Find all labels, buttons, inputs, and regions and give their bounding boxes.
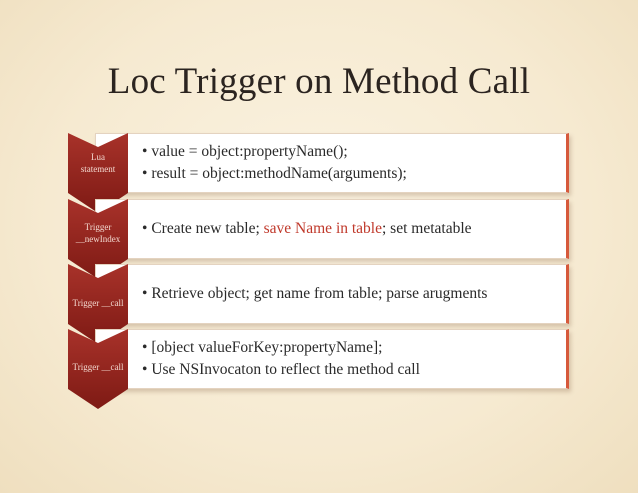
step-1-card	[95, 133, 569, 193]
step-2-label-line-2: __newIndex	[75, 234, 121, 244]
step-4-label-line-1: Trigger __call	[72, 362, 124, 372]
step-4-bullet-2: • Use NSInvocaton to reflect the method call	[142, 359, 558, 381]
step-1-label-line-2: statement	[80, 164, 116, 174]
step-1-text	[142, 134, 558, 192]
step-2-label-line-1: Trigger	[84, 222, 112, 232]
step-2-bullet-1-part-3: ; set metatable	[382, 220, 472, 237]
step-2-label	[68, 199, 128, 259]
step-2-text	[142, 200, 558, 258]
step-3-label-line-1: Trigger __call	[72, 298, 124, 308]
step-3-text	[142, 265, 558, 323]
step-3-label	[68, 264, 128, 324]
process-step-4	[0, 329, 638, 409]
step-1-bullet-2: • result = object:methodName(arguments);	[142, 163, 558, 185]
step-1-label-line-1: Lua	[91, 152, 105, 162]
step-1-label	[68, 133, 128, 193]
step-3-bullet-1: • Retrieve object; get name from table; parse arugments	[142, 283, 558, 305]
step-2-highlight: save Name in table	[263, 220, 382, 237]
step-3-card	[95, 264, 569, 324]
step-2-card	[95, 199, 569, 259]
step-2-bullet-1-part-1: Create new table;	[151, 220, 264, 237]
step-4-label	[68, 329, 128, 389]
step-4-card	[95, 329, 569, 389]
slide-title: Loc Trigger on Method Call	[107, 61, 531, 102]
step-4-bullet-1: • [object valueForKey:propertyName];	[142, 337, 558, 359]
step-4-text	[142, 330, 558, 388]
step-2-bullet-1	[142, 218, 558, 240]
step-1-bullet-1: • value = object:propertyName();	[142, 141, 558, 163]
